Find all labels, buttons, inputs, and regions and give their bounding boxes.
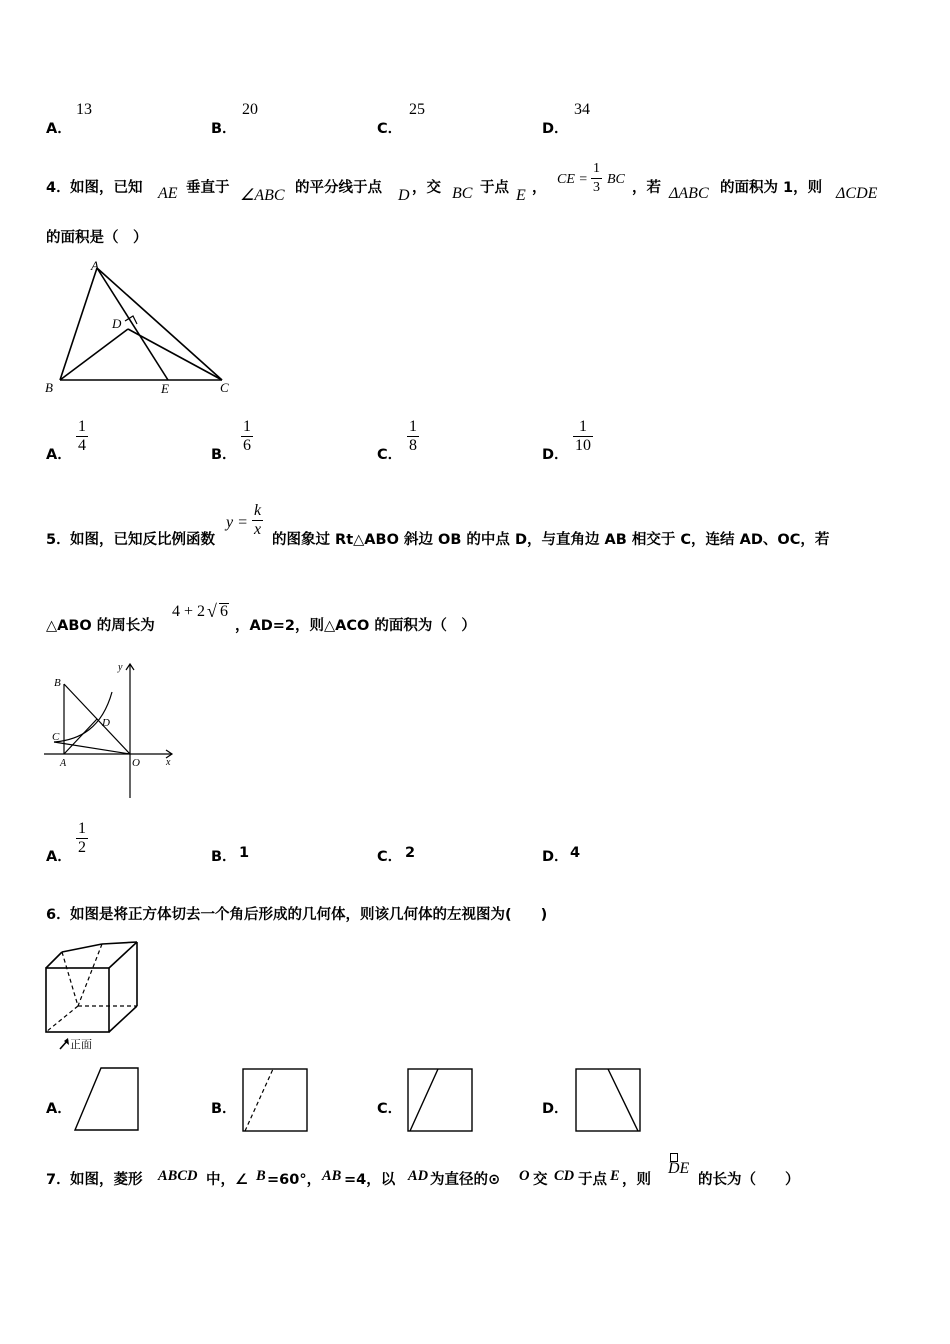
q4-text-9: 的面积是（ ） — [46, 230, 148, 246]
q6-cube-figure — [40, 936, 150, 1054]
q4-segment-ae — [97, 268, 168, 380]
q4-ce-rhs: BC — [607, 172, 625, 187]
q4-text-6: ， — [532, 180, 547, 196]
q7-math-b: B — [256, 1168, 266, 1184]
q3-option-a-label: A． — [46, 121, 72, 137]
q5-option-c-label: C． — [377, 849, 403, 865]
q5-perimeter-b: 6 — [220, 603, 228, 620]
q6-option-c-view — [406, 1066, 476, 1134]
q4-option-d-label: D． — [542, 447, 569, 463]
q4-ce-lhs: CE = — [557, 172, 588, 187]
q4-option-c-frac — [407, 418, 419, 455]
q4-option-a-frac — [76, 418, 88, 455]
q4-segment-dc — [128, 329, 222, 380]
q3-option-c-label: C． — [377, 121, 403, 137]
q4-text-2: 垂直于 — [186, 180, 230, 196]
q4-option-a-num: 1 — [78, 418, 86, 435]
q5-text-2: 的图象过 Rt△ABO 斜边 OB 的中点 D，与直角边 AB 相交于 C，连结 AD、OC，若 — [272, 532, 830, 548]
q7-math-de: DE — [668, 1160, 690, 1177]
q6-option-d-label: D． — [542, 1101, 569, 1117]
q4-option-b-num: 1 — [243, 418, 251, 435]
q4-option-c-label: C． — [377, 447, 403, 463]
q5-text-4: ，AD=2，则△ACO 的面积为（ ） — [235, 618, 476, 634]
q5-fn-den: x — [254, 521, 262, 538]
q3-option-b-label: B． — [211, 121, 237, 137]
q4-option-c-num: 1 — [409, 418, 417, 435]
q5-fn-lhs: y = — [226, 514, 248, 531]
q7-text-3: =60°， — [267, 1172, 322, 1188]
q7-text-2: 中，∠ — [206, 1172, 248, 1188]
q5-option-d-label: D． — [542, 849, 569, 865]
q5-fn-fraction — [252, 502, 263, 539]
q4-ce-num: 1 — [593, 161, 600, 176]
q4-ce-fraction — [591, 160, 602, 197]
q5-label-y: y — [118, 662, 123, 673]
q4-option-a-den: 4 — [78, 437, 86, 454]
q5-perimeter-a: 4 + 2 — [172, 603, 206, 620]
q7-text-1: 如图，菱形 — [70, 1172, 143, 1188]
q4-math-cde: ΔCDE — [836, 185, 878, 202]
q4-option-d-den: 10 — [575, 437, 591, 454]
q6-hidden-edge-2 — [62, 952, 78, 1006]
q4-label-e: E — [161, 381, 169, 396]
q4-label-a: A — [91, 258, 99, 273]
q4-math-angle: ∠ABC — [240, 187, 285, 204]
q6-cube-edge-6 — [109, 942, 137, 968]
q4-option-a-label: A． — [46, 447, 72, 463]
q6-cube-edge-5 — [109, 1006, 137, 1032]
q6-front-label: 正面 — [70, 1038, 92, 1051]
q5-hyperbola-figure — [40, 658, 190, 803]
q4-text-4: ，交 — [412, 180, 441, 196]
q5-text-3: △ABO 的周长为 — [46, 618, 155, 634]
q5-text-1: 如图，已知反比例函数 — [70, 532, 215, 548]
q7-number: 7． — [46, 1172, 71, 1188]
q5-option-a-den: 2 — [78, 839, 86, 856]
q3-option-a-value: 13 — [76, 101, 92, 118]
q7-math-ab: AB — [322, 1168, 342, 1184]
q4-option-d-frac — [573, 418, 593, 455]
q4-text-8: 的面积为 1，则 — [720, 180, 823, 196]
q6-option-a-label: A． — [46, 1101, 72, 1117]
q4-math-d: D — [398, 187, 410, 204]
q6-option-a-view — [72, 1066, 142, 1134]
q5-number: 5． — [46, 532, 71, 548]
q5-option-b-value: 1 — [239, 845, 250, 861]
q5-option-d-value: 4 — [570, 845, 581, 861]
q7-math-cd: CD — [554, 1168, 575, 1184]
q4-label-d: D — [112, 316, 122, 331]
q3-option-d-value: 34 — [574, 101, 590, 118]
q6-hidden-edge-4 — [46, 1006, 78, 1032]
q5-label-o: O — [132, 757, 140, 769]
q4-text-3: 的平分线于点 — [295, 180, 382, 196]
q4-label-b: B — [45, 380, 53, 395]
q4-text-1: 如图，已知 — [70, 180, 143, 196]
q5-sqrt-sign: √ — [207, 601, 217, 621]
q6-number: 6． — [46, 907, 71, 923]
q7-text-4: =4，以 — [344, 1172, 396, 1188]
q4-option-b-frac — [241, 418, 253, 455]
q5-option-a-label: A． — [46, 849, 72, 865]
q4-option-c-den: 8 — [409, 437, 417, 454]
q6-option-d-view — [574, 1066, 644, 1134]
q7-text-5: 为直径的⊙ — [430, 1172, 501, 1188]
q4-option-d-num: 1 — [579, 418, 587, 435]
q5-fn-num: k — [254, 502, 262, 519]
q5-label-c: C — [52, 731, 60, 743]
q7-math-ad: AD — [408, 1168, 429, 1184]
q7-text-8: ，则 — [622, 1172, 651, 1188]
q4-triangle-figure — [40, 258, 240, 398]
q3-option-c-value: 25 — [409, 101, 425, 118]
q6-cube-edge-3 — [102, 942, 137, 944]
q6-cube-front-face — [46, 968, 109, 1032]
q5-option-a-frac — [76, 820, 88, 857]
q4-text-5: 于点 — [480, 180, 509, 196]
q7-math-o: O — [519, 1168, 530, 1184]
q4-math-ae: AE — [158, 185, 178, 202]
q5-option-c-value: 2 — [405, 845, 416, 861]
q7-math-e: E — [610, 1168, 620, 1184]
q4-option-b-den: 6 — [243, 437, 251, 454]
q6-text: 如图是将正方体切去一个角后形成的几何体，则该几何体的左视图为( ) — [70, 907, 548, 923]
q6-cube-edge-2 — [62, 944, 102, 952]
q6-option-c-label: C． — [377, 1101, 403, 1117]
q5-label-a: A — [60, 758, 67, 769]
q4-math-bc: BC — [452, 185, 473, 202]
q5-option-b-label: B． — [211, 849, 237, 865]
q6-option-b-label: B． — [211, 1101, 237, 1117]
q6-option-b-view — [241, 1066, 311, 1134]
q4-math-abc: ΔABC — [669, 185, 709, 202]
q4-option-b-label: B． — [211, 447, 237, 463]
q6-cube-edge-1 — [46, 952, 62, 968]
q4-ce-den: 3 — [593, 180, 600, 195]
q7-text-7: 于点 — [578, 1172, 607, 1188]
q7-math-abcd: ABCD — [158, 1168, 198, 1184]
q5-label-b: B — [54, 677, 61, 689]
q4-edge-ab — [60, 268, 97, 380]
q5-label-x: x — [166, 757, 171, 768]
q4-number: 4． — [46, 180, 71, 196]
q4-label-c: C — [220, 380, 229, 395]
q5-label-d: D — [102, 717, 110, 729]
q4-segment-bd — [60, 329, 128, 380]
q7-text-9: 的长为（ ） — [698, 1172, 800, 1188]
q4-math-e: E — [516, 187, 526, 204]
q5-option-a-num: 1 — [78, 820, 86, 837]
q5-segment-ad — [64, 719, 97, 754]
q3-option-d-label: D． — [542, 121, 569, 137]
q7-text-6: 交 — [533, 1172, 548, 1188]
q4-text-7: ，若 — [632, 180, 661, 196]
q6-hidden-edge-1 — [78, 944, 102, 1006]
q3-option-b-value: 20 — [242, 101, 258, 118]
